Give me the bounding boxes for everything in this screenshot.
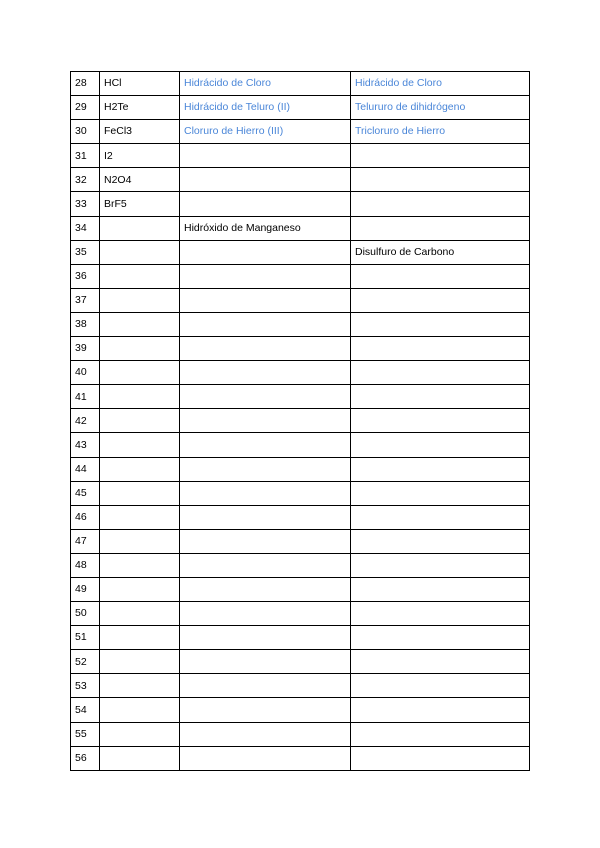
formula-cell <box>100 457 180 481</box>
table-row <box>71 553 530 577</box>
table-row <box>71 96 530 120</box>
formula-cell <box>100 650 180 674</box>
row-number-cell: 51 <box>71 626 100 650</box>
formula-cell: FeCl3 <box>100 120 180 144</box>
formula-cell <box>100 337 180 361</box>
row-number-cell: 31 <box>71 144 100 168</box>
row-number-cell: 33 <box>71 192 100 216</box>
name-column-1-cell <box>180 288 351 312</box>
formula-cell <box>100 216 180 240</box>
name-column-1-cell <box>180 144 351 168</box>
row-number-cell: 45 <box>71 481 100 505</box>
row-number-cell: 40 <box>71 361 100 385</box>
formula-cell <box>100 240 180 264</box>
name-column-2-cell <box>351 577 530 601</box>
table-row <box>71 264 530 288</box>
row-number-cell: 39 <box>71 337 100 361</box>
name-column-2-cell <box>351 216 530 240</box>
row-number-cell: 49 <box>71 577 100 601</box>
table-row <box>71 674 530 698</box>
row-number-cell: 50 <box>71 602 100 626</box>
formula-cell <box>100 312 180 336</box>
formula-cell <box>100 602 180 626</box>
name-column-1-cell <box>180 553 351 577</box>
name-column-1-cell: Hidróxido de Manganeso <box>180 216 351 240</box>
table-row <box>71 361 530 385</box>
row-number-cell: 48 <box>71 553 100 577</box>
name-column-2-cell <box>351 288 530 312</box>
name-column-2-cell <box>351 361 530 385</box>
formula-cell <box>100 264 180 288</box>
name-column-2-cell: Tricloruro de Hierro <box>351 120 530 144</box>
table-row <box>71 698 530 722</box>
name-column-1-cell <box>180 168 351 192</box>
formula-cell <box>100 674 180 698</box>
name-column-1-cell <box>180 602 351 626</box>
name-column-2-cell <box>351 264 530 288</box>
table-row <box>71 72 530 96</box>
name-column-2-cell <box>351 144 530 168</box>
formula-cell <box>100 529 180 553</box>
row-number-cell: 30 <box>71 120 100 144</box>
formula-cell <box>100 577 180 601</box>
name-column-1-cell <box>180 337 351 361</box>
table-row <box>71 433 530 457</box>
table-row <box>71 192 530 216</box>
name-column-2-cell <box>351 312 530 336</box>
name-column-1-cell: Hidrácido de Cloro <box>180 72 351 96</box>
formula-cell: H2Te <box>100 96 180 120</box>
formula-cell <box>100 505 180 529</box>
table-row <box>71 312 530 336</box>
table-row <box>71 457 530 481</box>
table-row <box>71 385 530 409</box>
table-row <box>71 577 530 601</box>
formula-cell: HCl <box>100 72 180 96</box>
name-column-2-cell: Disulfuro de Carbono <box>351 240 530 264</box>
table-row <box>71 216 530 240</box>
table-row <box>71 288 530 312</box>
name-column-2-cell <box>351 192 530 216</box>
row-number-cell: 28 <box>71 72 100 96</box>
name-column-1-cell <box>180 457 351 481</box>
name-column-1-cell <box>180 698 351 722</box>
table-body <box>71 72 530 771</box>
row-number-cell: 34 <box>71 216 100 240</box>
table-row <box>71 505 530 529</box>
nomenclature-table <box>70 71 530 771</box>
name-column-1-cell: Cloruro de Hierro (III) <box>180 120 351 144</box>
name-column-2-cell <box>351 433 530 457</box>
name-column-2-cell <box>351 385 530 409</box>
name-column-1-cell <box>180 650 351 674</box>
row-number-cell: 38 <box>71 312 100 336</box>
name-column-1-cell <box>180 240 351 264</box>
formula-cell <box>100 698 180 722</box>
row-number-cell: 41 <box>71 385 100 409</box>
name-column-1-cell <box>180 674 351 698</box>
name-column-2-cell <box>351 698 530 722</box>
name-column-2-cell <box>351 529 530 553</box>
name-column-1-cell <box>180 722 351 746</box>
name-column-1-cell <box>180 409 351 433</box>
row-number-cell: 36 <box>71 264 100 288</box>
formula-cell <box>100 481 180 505</box>
formula-cell <box>100 385 180 409</box>
row-number-cell: 29 <box>71 96 100 120</box>
formula-cell: N2O4 <box>100 168 180 192</box>
name-column-2-cell <box>351 481 530 505</box>
formula-cell: BrF5 <box>100 192 180 216</box>
name-column-1-cell <box>180 529 351 553</box>
name-column-2-cell <box>351 409 530 433</box>
table-row <box>71 529 530 553</box>
formula-cell <box>100 553 180 577</box>
row-number-cell: 56 <box>71 746 100 770</box>
formula-cell <box>100 361 180 385</box>
table-row <box>71 722 530 746</box>
name-column-2-cell <box>351 650 530 674</box>
table-row <box>71 144 530 168</box>
name-column-2-cell <box>351 168 530 192</box>
table-row <box>71 337 530 361</box>
formula-cell <box>100 722 180 746</box>
row-number-cell: 53 <box>71 674 100 698</box>
name-column-2-cell <box>351 746 530 770</box>
name-column-2-cell <box>351 553 530 577</box>
name-column-2-cell <box>351 457 530 481</box>
row-number-cell: 55 <box>71 722 100 746</box>
table-row <box>71 120 530 144</box>
table-row <box>71 481 530 505</box>
name-column-2-cell <box>351 722 530 746</box>
table-row <box>71 240 530 264</box>
name-column-2-cell: Hidrácido de Cloro <box>351 72 530 96</box>
table-row <box>71 409 530 433</box>
name-column-1-cell <box>180 312 351 336</box>
name-column-2-cell <box>351 626 530 650</box>
name-column-1-cell <box>180 626 351 650</box>
formula-cell <box>100 626 180 650</box>
name-column-1-cell <box>180 433 351 457</box>
name-column-1-cell <box>180 361 351 385</box>
table-row <box>71 746 530 770</box>
name-column-1-cell <box>180 505 351 529</box>
row-number-cell: 37 <box>71 288 100 312</box>
name-column-2-cell <box>351 674 530 698</box>
row-number-cell: 52 <box>71 650 100 674</box>
name-column-2-cell <box>351 337 530 361</box>
table-row <box>71 626 530 650</box>
name-column-2-cell <box>351 505 530 529</box>
formula-cell <box>100 433 180 457</box>
table-row <box>71 168 530 192</box>
name-column-2-cell: Telururo de dihidrógeno <box>351 96 530 120</box>
name-column-1-cell <box>180 577 351 601</box>
formula-cell <box>100 409 180 433</box>
row-number-cell: 46 <box>71 505 100 529</box>
row-number-cell: 42 <box>71 409 100 433</box>
formula-cell <box>100 746 180 770</box>
name-column-1-cell <box>180 385 351 409</box>
name-column-1-cell <box>180 746 351 770</box>
row-number-cell: 47 <box>71 529 100 553</box>
formula-cell: I2 <box>100 144 180 168</box>
row-number-cell: 43 <box>71 433 100 457</box>
name-column-2-cell <box>351 602 530 626</box>
formula-cell <box>100 288 180 312</box>
row-number-cell: 35 <box>71 240 100 264</box>
name-column-1-cell: Hidrácido de Teluro (II) <box>180 96 351 120</box>
table-row <box>71 650 530 674</box>
row-number-cell: 32 <box>71 168 100 192</box>
name-column-1-cell <box>180 264 351 288</box>
row-number-cell: 54 <box>71 698 100 722</box>
table-row <box>71 602 530 626</box>
row-number-cell: 44 <box>71 457 100 481</box>
name-column-1-cell <box>180 481 351 505</box>
name-column-1-cell <box>180 192 351 216</box>
